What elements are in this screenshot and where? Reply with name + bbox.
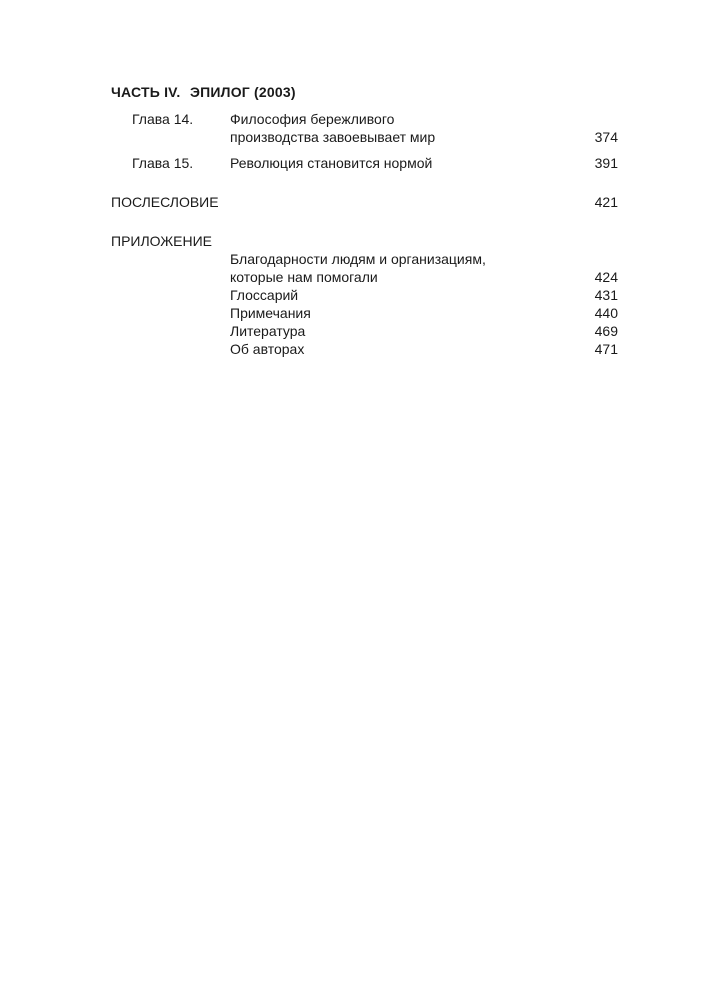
appendix-page-number: 469	[594, 323, 618, 339]
appendix-item-line: которые нам помогали	[230, 269, 378, 285]
afterword-page-number: 421	[594, 194, 618, 210]
appendix-item-line: Примечания	[230, 305, 311, 321]
chapter-title-line: Революция становится нормой	[230, 155, 433, 171]
afterword-label: ПОСЛЕСЛОВИЕ	[111, 194, 219, 210]
appendix-item-line: Благодарности людям и организациям,	[230, 251, 486, 267]
chapter-page-number: 374	[594, 129, 618, 145]
chapter-title-line: Философия бережливого	[230, 111, 395, 127]
appendix-item-line: Об авторах	[230, 341, 305, 357]
appendix-item-line: Литература	[230, 323, 306, 339]
chapter-title-line: производства завоевывает мир	[230, 129, 436, 145]
chapter-label: Глава 14.	[132, 111, 194, 127]
part-label: ЧАСТЬ IV.	[111, 84, 181, 100]
chapter-page-number: 391	[594, 155, 618, 171]
appendix-label: ПРИЛОЖЕНИЕ	[111, 233, 213, 249]
appendix-item-line: Глоссарий	[230, 287, 299, 303]
appendix-page-number: 440	[594, 305, 618, 321]
appendix-page-number: 424	[594, 269, 618, 285]
part-title: ЭПИЛОГ (2003)	[190, 84, 296, 100]
chapter-label: Глава 15.	[132, 155, 194, 171]
appendix-page-number: 431	[594, 287, 618, 303]
appendix-page-number: 471	[594, 341, 618, 357]
